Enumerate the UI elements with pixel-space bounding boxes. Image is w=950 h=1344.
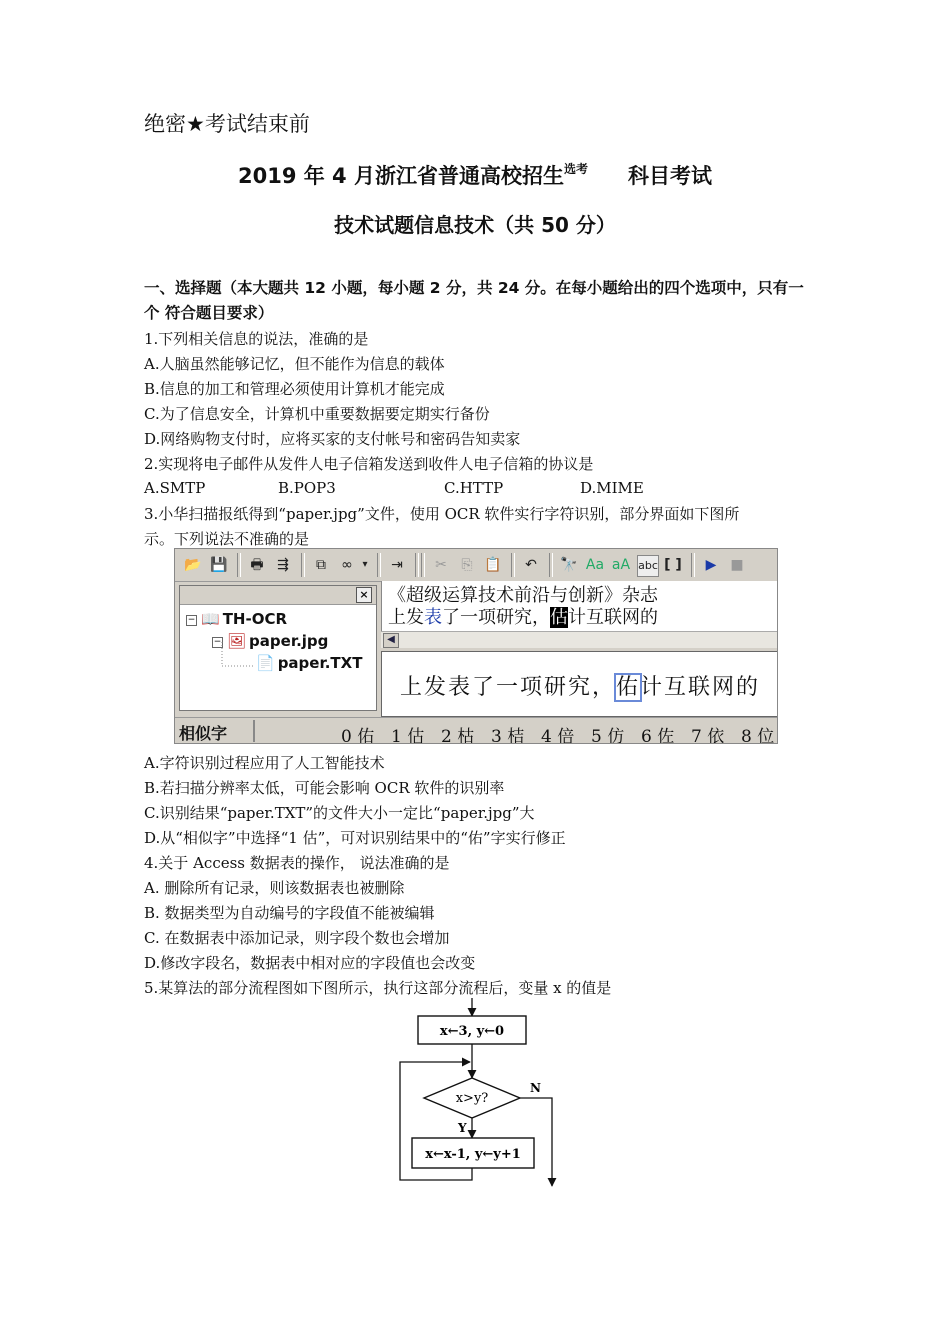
q3-stem-line1: 3.小华扫描报纸得到“paper.jpg”文件，使用 OCR 软件实行字符识别，部分界面如下图所 bbox=[144, 505, 740, 523]
ocr-result-panel[interactable] bbox=[381, 651, 778, 717]
stop-icon[interactable]: ■ bbox=[730, 557, 744, 573]
similar-char-item[interactable]: 1 估 bbox=[391, 727, 425, 744]
confidential-label: 绝密★考试结束前 bbox=[144, 112, 310, 136]
ocr-screenshot bbox=[174, 548, 778, 744]
q1-option-c: C.为了信息安全，计算机中重要数据要定期实行备份 bbox=[144, 405, 490, 423]
tree-node-text[interactable]: 📄 paper.TXT bbox=[256, 654, 363, 672]
q1-stem: 1.下列相关信息的说法，准确的是 bbox=[144, 330, 369, 348]
flow-body-text: x←x-1, y←y+1 bbox=[425, 1147, 521, 1162]
flow-cond-text: x>y? bbox=[455, 1091, 489, 1106]
text-file-icon: 📄 bbox=[256, 654, 275, 672]
ocr-result-text: 上发表了一项研究，佑计互联网的 bbox=[400, 675, 761, 700]
exam-title-main: 2019 年 4 月浙江省普通高校招生 bbox=[237, 164, 564, 188]
horizontal-scrollbar[interactable] bbox=[381, 631, 777, 648]
q2-stem: 2.实现将电子邮件从发件人电子信箱发送到收件人电子信箱的协议是 bbox=[144, 455, 594, 473]
image-file-icon: 🖼 bbox=[227, 632, 247, 650]
collapse-icon[interactable]: − bbox=[213, 637, 222, 647]
similar-char-item[interactable]: 4 倍 bbox=[541, 727, 575, 744]
section-heading: 一、选择题（本大题共 12 小题，每小题 2 分，共 24 分。在每小题给出的四个选项中，只有一个 符合题目要求） bbox=[144, 279, 804, 322]
ocr-toolbar bbox=[175, 549, 777, 582]
fullscreen-icon[interactable]: [ ] bbox=[664, 557, 682, 573]
q2-option-d: D.MIME bbox=[580, 479, 644, 497]
similar-char-item[interactable]: 0 佑 bbox=[341, 727, 375, 744]
q2-options bbox=[144, 479, 664, 499]
similar-char-bar bbox=[175, 717, 777, 744]
glasses-icon[interactable]: ∞ bbox=[341, 557, 353, 573]
close-icon[interactable]: × bbox=[356, 587, 372, 603]
tree-node-image[interactable]: − 🖼 paper.jpg bbox=[213, 632, 329, 650]
q3-stem-line2: 示。下列说法不准确的是 bbox=[144, 530, 310, 548]
exam-title bbox=[0, 160, 950, 190]
q4-option-d: D.修改字段名，数据表中相对应的字段值也会改变 bbox=[144, 954, 476, 972]
q1-option-d: D.网络购物支付时，应将买家的支付帐号和密码告知卖家 bbox=[144, 430, 521, 448]
tree-connectors bbox=[180, 586, 376, 710]
q5-stem: 5.某算法的部分流程图如下图所示，执行这部分流程后，变量 x 的值是 bbox=[144, 979, 612, 997]
q2-option-b: B.POP3 bbox=[278, 479, 336, 497]
tree-node-root[interactable]: − 📖 TH-OCR bbox=[187, 610, 288, 628]
save-icon[interactable]: 💾 bbox=[210, 557, 228, 573]
selected-char[interactable]: 佑 bbox=[616, 675, 641, 700]
similar-char-item[interactable]: 5 仿 bbox=[591, 727, 625, 744]
preview-line-1: 《超级运算技术前沿与创新》杂志 bbox=[388, 585, 658, 606]
font-case-icon[interactable]: Aa bbox=[585, 557, 605, 573]
exam-subtitle: 技术试题信息技术（共 50 分） bbox=[334, 213, 616, 237]
q3-option-b: B.若扫描分辨率太低，可能会影响 OCR 软件的识别率 bbox=[144, 779, 505, 797]
dropdown-arrow-icon[interactable]: ▾ bbox=[362, 559, 368, 570]
find-icon[interactable]: 🔭 bbox=[560, 557, 578, 573]
preview-line-2: 上发表了一项研究，估计互联网的 bbox=[388, 607, 658, 628]
exam-title-sup: 选考 bbox=[563, 162, 588, 176]
similar-char-label: 相似字 bbox=[179, 724, 228, 743]
export-icon[interactable]: ⇥ bbox=[391, 557, 403, 573]
flow-init-text: x←3, y←0 bbox=[439, 1024, 505, 1039]
similar-char-list bbox=[253, 720, 778, 742]
collapse-icon[interactable]: − bbox=[187, 615, 196, 625]
book-icon: 📖 bbox=[201, 610, 220, 628]
q1-option-b: B.信息的加工和管理必须使用计算机才能完成 bbox=[144, 380, 445, 398]
q1-option-a: A.人脑虽然能够记忆，但不能作为信息的载体 bbox=[144, 355, 445, 373]
open-folder-icon[interactable]: 📂 bbox=[184, 557, 202, 573]
similar-char-item[interactable]: 7 依 bbox=[691, 727, 725, 744]
flowchart bbox=[396, 996, 566, 1192]
preview-highlight: 估 bbox=[550, 607, 568, 628]
q4-option-b: B. 数据类型为自动编号的字段值不能被编辑 bbox=[144, 904, 435, 922]
similar-char-item[interactable]: 3 桔 bbox=[491, 727, 525, 744]
q2-option-a: A.SMTP bbox=[144, 479, 206, 497]
file-tree-panel bbox=[179, 585, 377, 711]
char-edit-icon[interactable]: abc bbox=[637, 555, 659, 577]
q4-option-c: C. 在数据表中添加记录，则字段个数也会增加 bbox=[144, 929, 450, 947]
undo-icon[interactable]: ↶ bbox=[525, 557, 537, 573]
q3-option-a: A.字符识别过程应用了人工智能技术 bbox=[144, 754, 385, 772]
similar-char-item[interactable]: 8 位 bbox=[741, 727, 775, 744]
q4-option-a: A. 删除所有记录，则该数据表也被删除 bbox=[144, 879, 405, 897]
cut-icon[interactable]: ✂ bbox=[435, 557, 447, 573]
scroll-left-icon[interactable]: ◀ bbox=[383, 633, 399, 648]
similar-char-item[interactable]: 2 枯 bbox=[441, 727, 475, 744]
play-icon[interactable]: ▶ bbox=[705, 557, 717, 573]
batch-icon[interactable]: ⧉ bbox=[316, 557, 326, 573]
print-icon[interactable]: 🖶 bbox=[250, 557, 264, 573]
q4-stem: 4.关于 Access 数据表的操作， 说法准确的是 bbox=[144, 854, 450, 872]
font-switch-icon[interactable]: aA bbox=[611, 557, 631, 573]
exam-title-tail: 科目考试 bbox=[628, 164, 712, 188]
q3-option-d: D.从“相似字”中选择“1 估”，可对识别结果中的“佑”字实行修正 bbox=[144, 829, 566, 847]
flow-yes-label: Y bbox=[458, 1121, 467, 1135]
flow-no-label: N bbox=[530, 1081, 541, 1095]
q3-option-c: C.识别结果“paper.TXT”的文件大小一定比“paper.jpg”大 bbox=[144, 804, 535, 822]
similar-char-item[interactable]: 6 佐 bbox=[641, 727, 675, 744]
q2-option-c: C.HTTP bbox=[444, 479, 504, 497]
paste-icon[interactable]: 📋 bbox=[484, 557, 502, 573]
copy-icon[interactable]: ⎘ bbox=[461, 557, 473, 573]
scan-icon[interactable]: ⇶ bbox=[277, 557, 289, 573]
